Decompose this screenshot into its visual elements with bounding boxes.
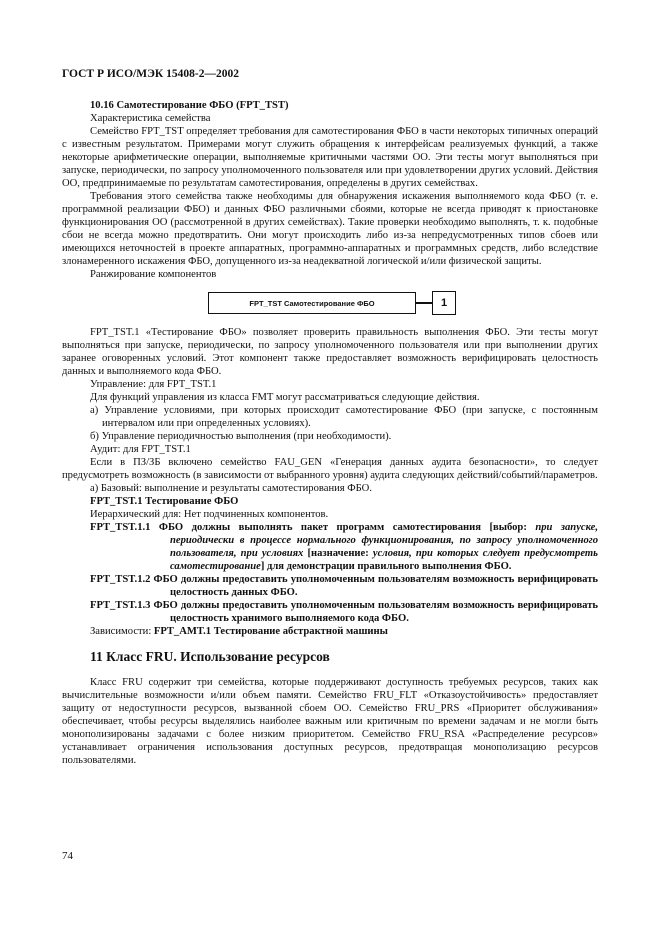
element-selection: при запуске, периодически в процессе нормального функционирования, по запросу уполномоченного пользователя, при условиях (170, 522, 598, 559)
dependencies-label: Зависимости: (90, 626, 152, 637)
audit-item-a: а) Базовый: выполнение и результаты самотестирования ФБО. (90, 483, 372, 494)
class-title: 11 Класс FRU. Использование ресурсов (90, 649, 330, 664)
element-assignment: условия, при которых следует предусмотреть самотестирование (170, 548, 598, 572)
component-leveling-diagram (62, 287, 598, 321)
element-fpt-tst-1-1 (62, 521, 598, 573)
element-text: ] для демонстрации правильного выполнения ФБО. (260, 561, 512, 572)
component-box: 1 (432, 291, 456, 315)
document-body (62, 99, 598, 767)
element-fpt-tst-1-3 (62, 599, 598, 625)
element-id: FPT_TST.1.2 (90, 574, 151, 585)
dependencies-value: FPT_AMT.1 Тестирование абстрактной машины (153, 626, 388, 637)
audit-intro: Если в ПЗ/ЗБ включено семейство FAU_GEN «Генерация данных аудита безопасности», то следует предусмотреть возможность (в зависимости от выбранного уровня) аудита следующих действий/событий/параметров. (62, 457, 598, 481)
element-text: ФБО должны предоставить уполномоченным пользователям возможность верифицировать целостность данных ФБО. (153, 574, 598, 598)
element-text: ФБО должны предоставить уполномоченным пользователям возможность верифицировать целостность хранимого выполняемого кода ФБО. (153, 600, 598, 624)
element-id: FPT_TST.1.1 (90, 522, 151, 533)
page-number: 74 (62, 850, 73, 862)
document-header: ГОСТ Р ИСО/МЭК 15408-2—2002 (62, 68, 239, 80)
paragraph: Требования этого семейства также необходимы для обнаружения искажения выполняемого кода ФБО (т. е. программной реализации ФБО) и данных ФБО различными сбоями, которые не всегда приводят к приостановке функционирования ОО (рассмотренной в других семействах). Такие проверки необходимо выполнять, т. к. подобные сбои не всегда можно предотвратить. Они могут происходить либо из-за непредусмотренных типов сбоев или имеющихся неточностей в проекте аппаратных, программно-аппаратных и программных средств, либо вследствие злонамеренного искажения ФБО, допущенного из-за неадекватной логической и/или физической защиты. (62, 191, 598, 267)
leveling-label: Ранжирование компонентов (90, 269, 217, 280)
management-item-a: а) Управление условиями, при которых происходит самотестирование ФБО (при запуске, с постоянным интервалом или при определенных условиях). (90, 405, 598, 429)
element-fpt-tst-1-2 (62, 573, 598, 599)
element-id: FPT_TST.1.3 (90, 600, 151, 611)
paragraph: FPT_TST.1 «Тестирование ФБО» позволяет проверить правильность выполнения ФБО. Эти тесты могут выполняться при запуске, периодически, по запросу уполномоченного пользователя или при выполнении других заранее оговоренных условий. Этот компонент также предоставляет возможность верифицировать целостность данных и выполняемого кода ФБО. (62, 327, 598, 377)
management-label: Управление: для FPT_TST.1 (90, 379, 217, 390)
element-text: [назначение: (307, 548, 369, 559)
component-title: FPT_TST.1 Тестирование ФБО (90, 496, 239, 507)
paragraph: Семейство FPT_TST определяет требования для самотестирования ФБО в части некоторых типичных операций с известным результатом. Примерами могут служить обращения к интерфейсам реализуемых функций, а также некоторые арифметические операции, выполняемые критичными частями ОО. Эти тесты могут выполняться при запуске, периодически, по запросу уполномоченного пользователя или при удовлетворении других условий. Действия ОО, предпринимаемые по результатам самотестирования, определены в других семействах. (62, 126, 598, 189)
hierarchical-line: Иерархический для: Нет подчиненных компонентов. (90, 509, 329, 520)
management-intro: Для функций управления из класса FMT могут рассматриваться следующие действия. (90, 392, 480, 403)
management-item-b: б) Управление периодичностью выполнения (при необходимости). (90, 431, 392, 442)
connector-line (416, 302, 432, 304)
dependencies-line (62, 625, 598, 638)
audit-label: Аудит: для FPT_TST.1 (90, 444, 191, 455)
family-behaviour-label: Характеристика семейства (90, 113, 211, 124)
element-text: ФБО должны выполнять пакет программ самотестирования [выбор: (158, 522, 527, 533)
family-box: FPT_TST Самотестирование ФБО (208, 292, 416, 314)
paragraph: Класс FRU содержит три семейства, которые поддерживают доступность требуемых ресурсов, таких как вычислительные возможности и/или объем памяти. Семейство FRU_FLT «Отказоустойчивость» предоставляет защиту от недоступности ресурсов, вызванной сбоем ОО. Семейство FRU_PRS «Приоритет обслуживания» обеспечивает, чтобы ресурсы выделялись наиболее важным или критичным по времени задачам и не могли быть монополизированы задачами с более низким приоритетом. Семейство FRU_RSA «Распределение ресурсов» устанавливает ограничения использования доступных ресурсов, предотвращая монополизацию ресурсов пользователями. (62, 677, 598, 766)
section-title: 10.16 Самотестирование ФБО (FPT_TST) (90, 100, 289, 111)
